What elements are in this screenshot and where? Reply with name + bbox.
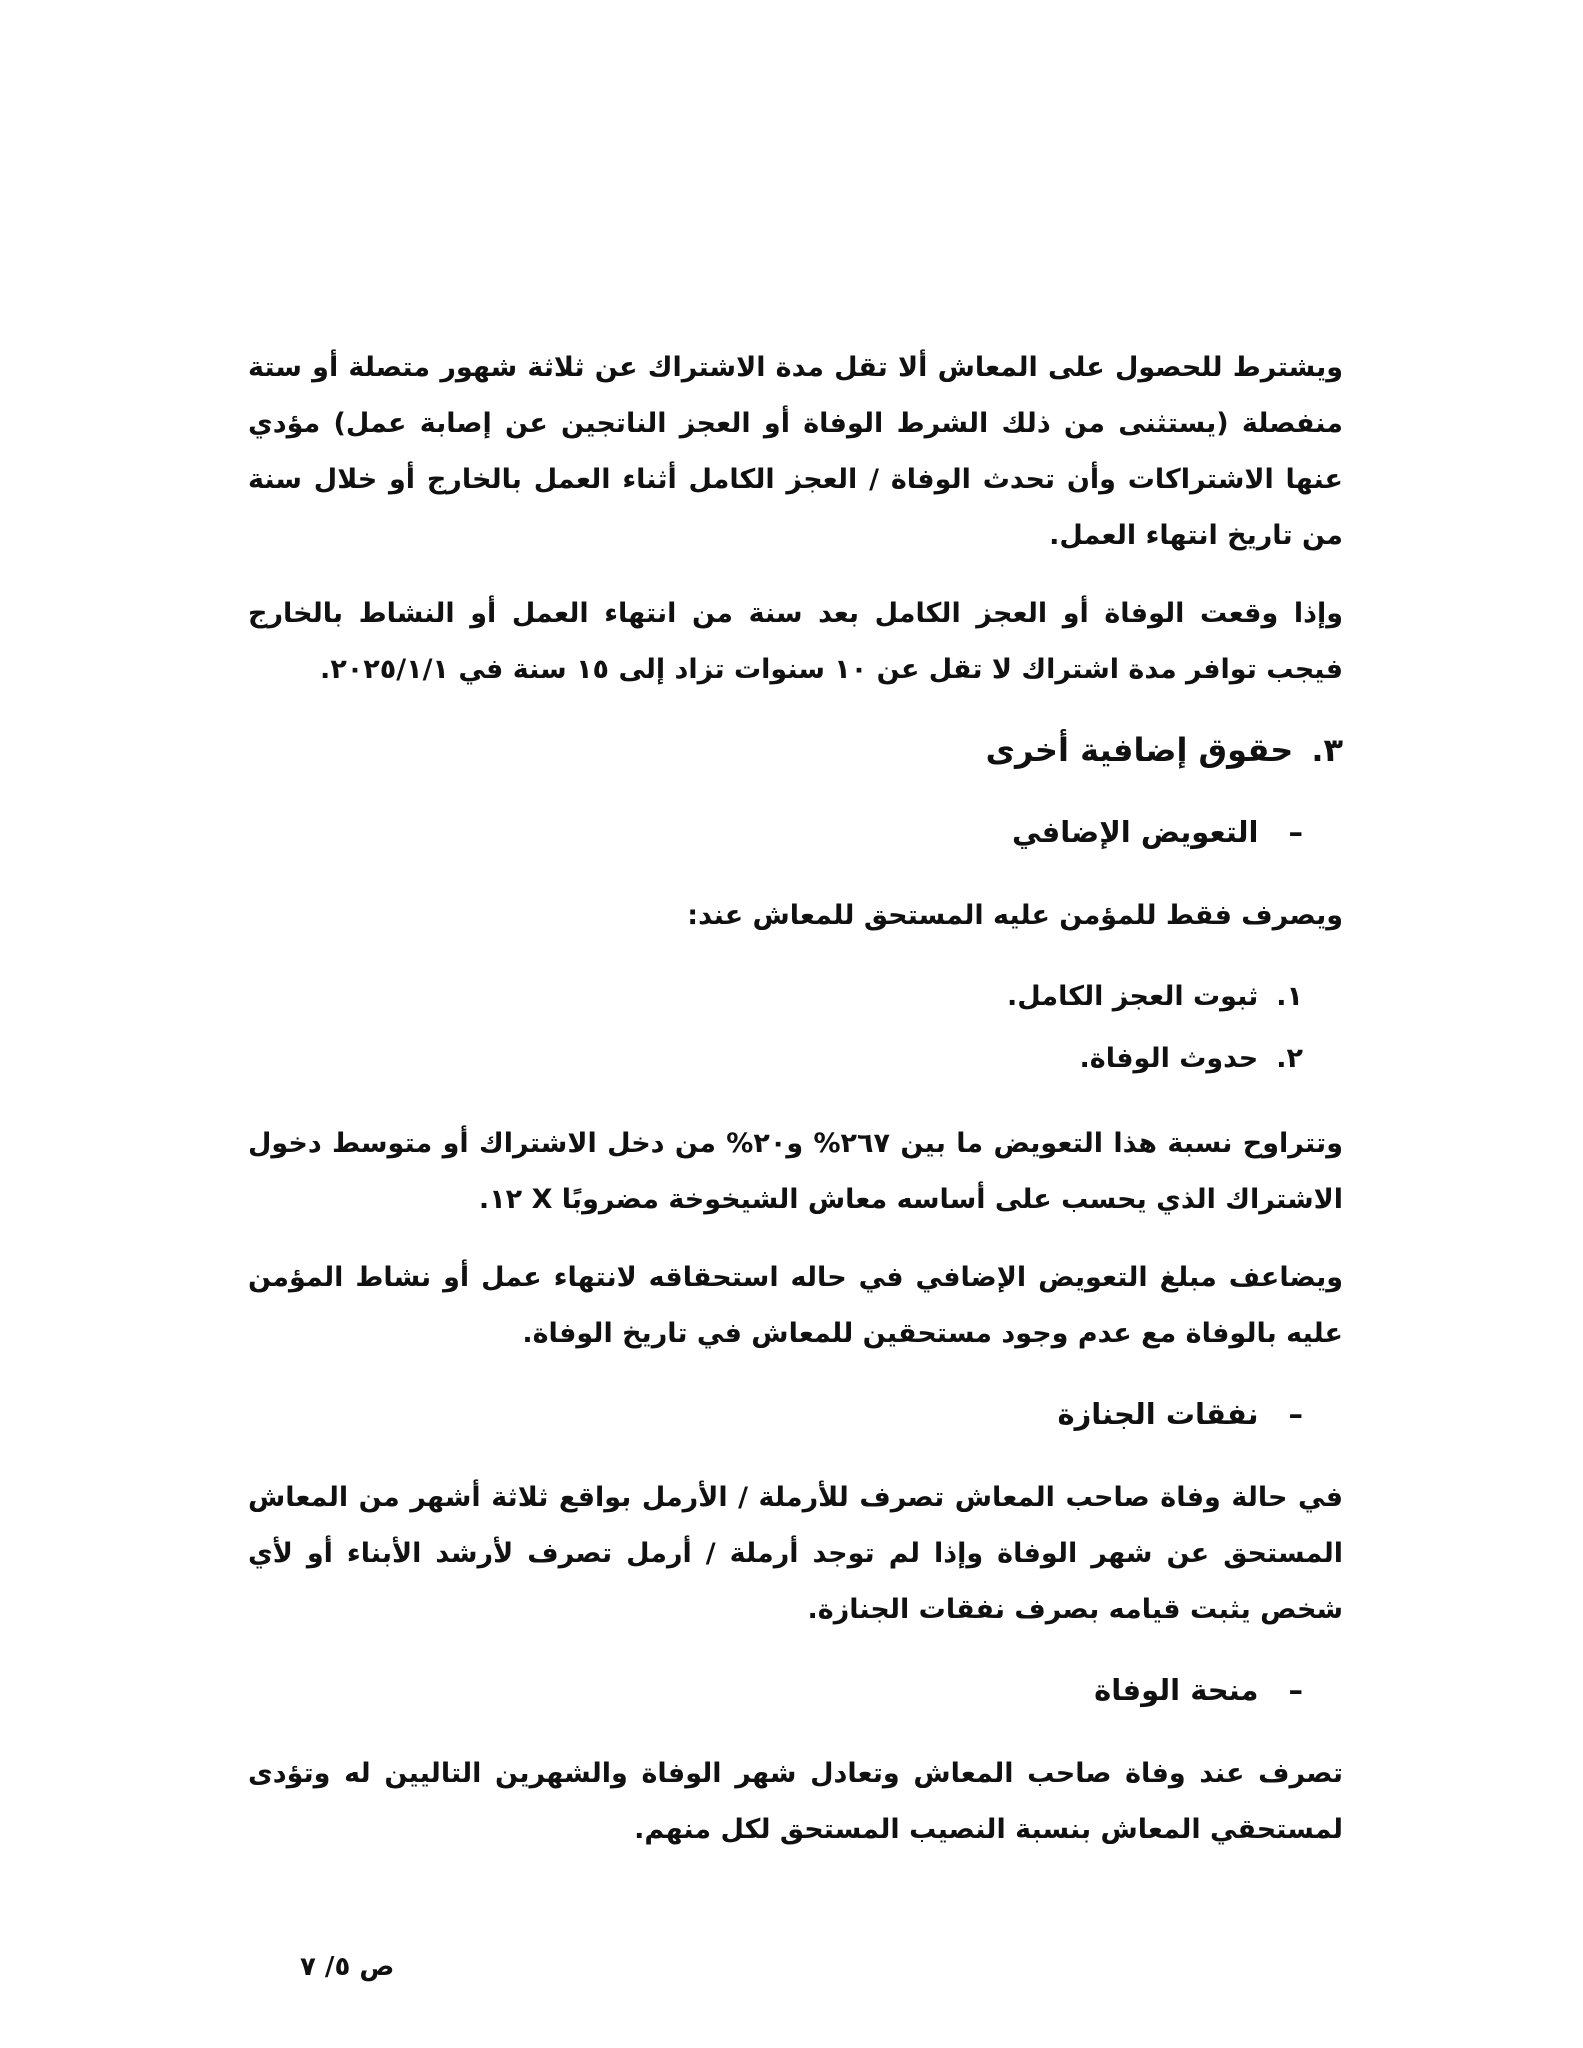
section-number: ٣. — [1311, 731, 1343, 769]
dash-bullet: – — [1288, 1397, 1303, 1431]
subsection-funeral-expenses — [248, 1384, 1343, 1444]
paragraph-late-death-condition: وإذا وقعت الوفاة أو العجز الكامل بعد سنة من انتهاء العمل أو النشاط بالخارج فيجب توافر مدة اشتراك لا تقل عن ١٠ سنوات تزاد إلى ١٥ سنة في ٢٠٢٥/١/١. — [248, 598, 1343, 685]
page-number: ص ٥/ ٧ — [300, 1952, 395, 1982]
paragraph-compensation-rate: وتتراوح نسبة هذا التعويض ما بين ٢٦٧% و٢٠% من دخل الاشتراك أو متوسط دخول الاشتراك الذي يحسب على أساسه معاش الشيخوخة مضروبًا X ١٢. — [248, 1128, 1343, 1215]
subsection-title: التعويض الإضافي — [1011, 815, 1259, 849]
document-body — [248, 340, 1343, 1880]
subsection-title: منحة الوفاة — [1094, 1673, 1259, 1707]
paragraph-compensation-doubling: ويضاعف مبلغ التعويض الإضافي في حاله استحقاقه لانتهاء عمل أو نشاط المؤمن عليه بالوفاة مع عدم وجود مستحقين للمعاش في تاريخ الوفاة. — [248, 1262, 1343, 1349]
list-item-number: ٢. — [1276, 1043, 1303, 1074]
subsection-additional-compensation — [248, 802, 1343, 862]
paragraph-paid-when: ويصرف فقط للمؤمن عليه المستحق للمعاش عند: — [687, 900, 1343, 931]
list-item-number: ١. — [1276, 981, 1303, 1012]
subsection-death-grant — [248, 1660, 1343, 1720]
subsection-title: نفقات الجنازة — [1057, 1397, 1259, 1431]
section-heading — [248, 720, 1343, 780]
dash-bullet: – — [1288, 1673, 1303, 1707]
list-item-text: حدوث الوفاة. — [1079, 1043, 1259, 1074]
list-item — [248, 1028, 1303, 1090]
paragraph-death-grant: تصرف عند وفاة صاحب المعاش وتعادل شهر الوفاة والشهرين التاليين له وتؤدى لمستحقي المعاش بنسبة النصيب المستحق لكل منهم. — [248, 1758, 1343, 1845]
list-item — [248, 966, 1303, 1028]
dash-bullet: – — [1288, 815, 1303, 849]
paragraph-pension-eligibility: ويشترط للحصول على المعاش ألا تقل مدة الاشتراك عن ثلاثة شهور متصلة أو ستة منفصلة (يستثنى من ذلك الشرط الوفاة أو العجز الناتجين عن إصابة عمل) مؤدي عنها الاشتراكات وأن تحدث الوفاة / العجز الكامل أثناء العمل بالخارج أو خلال سنة من تاريخ انتهاء العمل. — [248, 352, 1343, 551]
section-title: حقوق إضافية أخرى — [985, 731, 1294, 769]
conditions-list — [248, 966, 1343, 1090]
list-item-text: ثبوت العجز الكامل. — [1007, 981, 1259, 1012]
paragraph-funeral-expenses: في حالة وفاة صاحب المعاش تصرف للأرملة / الأرمل بواقع ثلاثة أشهر من المعاش المستحق عن شهر الوفاة وإذا لم توجد أرملة / أرمل تصرف لأرشد الأبناء أو لأي شخص يثبت قيامه بصرف نفقات الجنازة. — [248, 1482, 1343, 1625]
